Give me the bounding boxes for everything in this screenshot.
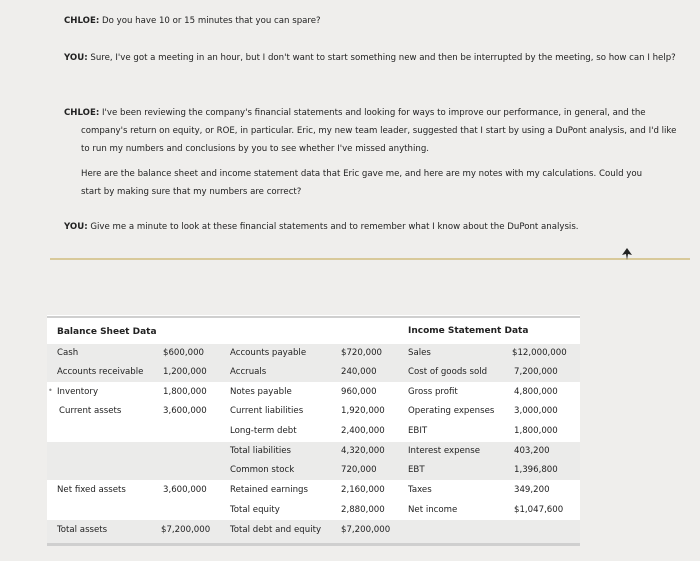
cursor-icon (622, 248, 632, 260)
dialogue-line-5 (64, 220, 664, 234)
table-top-rule (47, 316, 580, 318)
income-label: Taxes (408, 485, 432, 495)
liability-value: 4,320,000 (341, 446, 385, 456)
table-bottom-rule (47, 543, 580, 546)
liability-value: 2,160,000 (341, 485, 385, 495)
liability-value: $7,200,000 (341, 525, 391, 535)
income-value: $1,047,600 (514, 505, 564, 515)
liability-value: 2,880,000 (341, 505, 385, 515)
income-value: 403,200 (514, 446, 550, 456)
income-label: Sales (408, 348, 431, 358)
dialogue-text: Sure, I've got a meeting in an hour, but I don't want to start something new and then be interrupted by the meeting, so how can I help? (90, 53, 676, 63)
asset-label: Accounts receivable (57, 367, 144, 377)
dialogue-text: I've been reviewing the company's financial statements and looking for ways to improve our performance, in general, and the company's return on equity, or ROE, in particular. Eric, my new team leader, suggested that I start by using a DuPont analysis, and I'd like to run my numbers and conclusions by you to see whether I've missed anything. (81, 108, 677, 154)
liability-value: 1,920,000 (341, 406, 385, 416)
speaker-label: YOU: (64, 222, 88, 232)
income-label: EBT (408, 465, 425, 475)
asset-value: 3,600,000 (163, 485, 207, 495)
dialogue-line-1 (64, 14, 664, 28)
liability-label: Total equity (230, 505, 280, 515)
income-label: Cost of goods sold (408, 367, 488, 377)
asset-label: Net fixed assets (57, 485, 126, 495)
income-label: EBIT (408, 426, 428, 436)
income-value: 3,000,000 (514, 406, 558, 416)
income-value: 349,200 (514, 485, 550, 495)
bullet-mark: • (48, 386, 53, 395)
speaker-label: CHLOE: (64, 16, 100, 26)
income-value: $12,000,000 (512, 348, 567, 358)
income-value: 7,200,000 (514, 367, 558, 377)
income-label: Gross profit (408, 387, 458, 397)
liability-value: $720,000 (341, 348, 383, 358)
income-statement-title: Income Statement Data (408, 326, 529, 336)
income-label: Operating expenses (408, 406, 495, 416)
liability-label: Notes payable (230, 387, 292, 397)
liability-value: 2,400,000 (341, 426, 385, 436)
liability-label: Accruals (230, 367, 267, 377)
row-band (47, 442, 580, 480)
income-value: 4,800,000 (514, 387, 558, 397)
dialogue-line-3 (64, 104, 681, 158)
income-label: Net income (408, 505, 458, 515)
asset-label: Cash (57, 348, 79, 358)
liability-label: Current liabilities (230, 406, 304, 416)
balance-sheet-title: Balance Sheet Data (57, 327, 157, 337)
section-divider (50, 258, 690, 260)
asset-label: Total assets (57, 525, 108, 535)
income-value: 1,396,800 (514, 465, 558, 475)
liability-value: 720,000 (341, 465, 377, 475)
liability-label: Accounts payable (230, 348, 307, 358)
speaker-label: CHLOE: (64, 108, 100, 118)
asset-value: 1,200,000 (163, 367, 207, 377)
income-label: Interest expense (408, 446, 481, 456)
speaker-label: YOU: (64, 53, 88, 63)
liability-label: Retained earnings (230, 485, 308, 495)
asset-label: Inventory (57, 387, 99, 397)
dialogue-line-2 (64, 51, 681, 65)
dialogue-text: Give me a minute to look at these financial statements and to remember what I know about the DuPont analysis. (90, 222, 579, 232)
dialogue-text: Here are the balance sheet and income statement data that Eric gave me, and here are my notes with my calculations. Could you start by making sure that my numbers are correct? (81, 169, 643, 197)
asset-value: $7,200,000 (161, 525, 211, 535)
asset-value: 3,600,000 (163, 406, 207, 416)
dialogue-line-4 (81, 165, 664, 201)
liability-label: Total liabilities (230, 446, 291, 456)
liability-value: 960,000 (341, 387, 377, 397)
liability-label: Long-term debt (230, 426, 297, 436)
income-value: 1,800,000 (514, 426, 558, 436)
liability-value: 240,000 (341, 367, 377, 377)
asset-value: $600,000 (163, 348, 205, 358)
asset-label: Current assets (59, 406, 122, 416)
dialogue-text: Do you have 10 or 15 minutes that you can spare? (102, 16, 321, 26)
liability-label: Common stock (230, 465, 295, 475)
liability-label: Total debt and equity (230, 525, 322, 535)
asset-value: 1,800,000 (163, 387, 207, 397)
